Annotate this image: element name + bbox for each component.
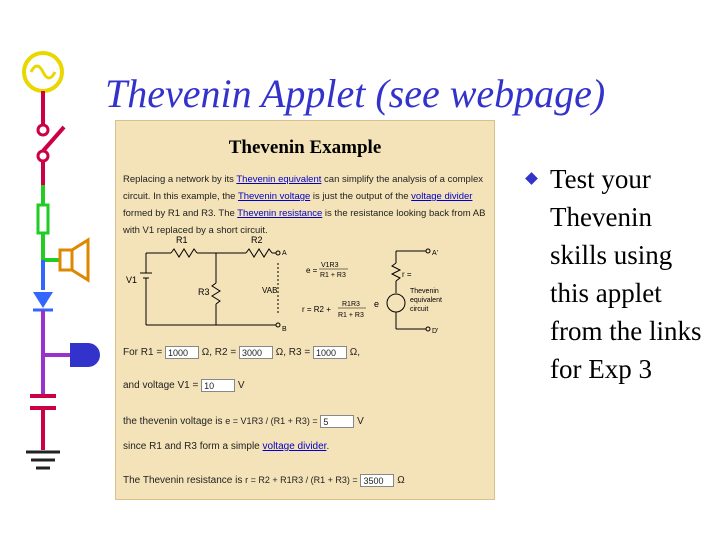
e-numerator: V1R3 [321, 262, 339, 269]
r1-input[interactable]: 1000 [165, 346, 199, 359]
thevenin-resistance-output: 3500 [360, 474, 394, 487]
v1-label: V1 [126, 275, 138, 285]
node-a-label: A [282, 250, 287, 257]
circuit-decoration [0, 0, 110, 540]
link-voltage-divider[interactable]: voltage divider [411, 191, 473, 202]
node-a-prime-label: A' [432, 250, 439, 257]
thevenin-voltage-row: the thevenin voltage is e = V1R3 / (R1 + R3) = 5 V [123, 416, 364, 428]
diamond-bullet-icon [525, 172, 538, 185]
thevenin-voltage-output: 5 [320, 415, 354, 428]
r3-resistor-icon [212, 283, 220, 304]
switch-icon [38, 125, 64, 161]
speaker-icon [60, 240, 88, 280]
link-thevenin-equivalent[interactable]: Thevenin equivalent [236, 174, 322, 185]
thevenin-voltage-formula: e = V1R3 / (R1 + R3) = [225, 416, 318, 427]
node-d-prime-label: D' [432, 328, 439, 335]
vab-label: VAB [262, 286, 278, 295]
r-equiv-label: r = [402, 270, 412, 279]
r3-label: R3 [198, 287, 210, 297]
thevenin-applet[interactable] [115, 120, 495, 500]
applet-intro: Replacing a network by its Thevenin equivalent can simplify the analysis of a complex circuit. In this example, the Thevenin voltage is just the output of the voltage divider formed by R1 and R3. The Thevenin resistance is the resistance looking back from AB with V1 replaced by a short circuit. [123, 174, 486, 236]
e-denominator: R1 + R3 [320, 272, 346, 279]
r2-label: R2 [251, 235, 263, 245]
link-thevenin-resistance[interactable]: Thevenin resistance [237, 208, 323, 219]
applet-title: Thevenin Example [228, 137, 382, 158]
resistor-icon [38, 205, 48, 233]
equiv-text-2: equivalent [410, 297, 442, 304]
r-denominator: R1 + R3 [338, 312, 364, 319]
r2-input[interactable]: 3000 [239, 346, 273, 359]
link-thevenin-voltage[interactable]: Thevenin voltage [237, 191, 311, 202]
r-numerator: R1R3 [342, 301, 360, 308]
resistor-inputs-row: For R1 = 1000 Ω, R2 = 3000 Ω, R3 = 1000 Ω, [123, 347, 361, 359]
diode-icon [33, 292, 53, 310]
since-row: since R1 and R3 form a simple voltage divider. [123, 441, 330, 452]
ac-source-icon [24, 53, 62, 91]
capacitor-icon [30, 396, 56, 408]
source-e-icon [387, 294, 405, 312]
thevenin-resistance-row: The Thevenin resistance is r = R2 + R1R3 / (R1 + R3) = 3500 Ω [123, 475, 405, 487]
r3-input[interactable]: 1000 [313, 346, 347, 359]
voltage-input[interactable]: 10 [201, 379, 235, 392]
r1-label: R1 [176, 235, 188, 245]
equiv-text-3: circuit [410, 306, 429, 313]
equiv-text-1: Thevenin [410, 288, 439, 295]
e-eq-label: e = [306, 266, 318, 275]
r-eq-label: r = R2 + [302, 305, 331, 314]
lamp-icon [70, 343, 100, 367]
e-equiv-label: e [374, 299, 380, 309]
r2-resistor-icon [246, 249, 272, 257]
voltage-input-row: and voltage V1 = 10 V [123, 380, 245, 392]
r1-resistor-icon [171, 249, 197, 257]
thevenin-resistance-formula: r = R2 + R1R3 / (R1 + R3) = [245, 475, 358, 486]
circuit-diagram [116, 233, 494, 343]
slide-title: Thevenin Applet (see webpage) [105, 71, 606, 116]
link-voltage-divider-2[interactable]: voltage divider [262, 441, 327, 452]
bullet-item: Test your Thevenin skills using this applet from the links for Exp 3 [550, 164, 702, 384]
node-b-label: B [282, 326, 287, 333]
ground-icon [26, 452, 60, 468]
r-thevenin-icon [392, 263, 400, 281]
